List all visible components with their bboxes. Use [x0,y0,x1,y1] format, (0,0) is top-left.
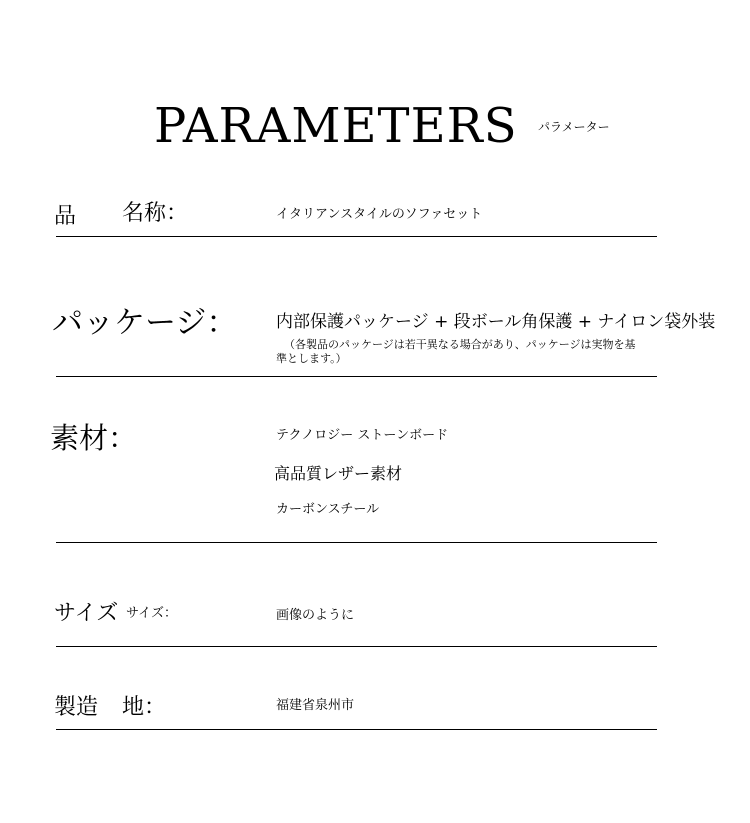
material-label: 素材： [50,421,138,455]
divider [56,236,657,237]
material-value-2: 高品質レザー素材 [274,464,403,483]
size-label-small: サイズ： [126,606,177,621]
package-note-line2: 準とします。） [276,352,347,365]
product-name-value: イタリアンスタイルのソファセット [276,207,483,222]
origin-label: 地： [122,695,167,720]
product-name-label: 名称： [122,201,189,226]
divider [56,729,657,730]
size-value: 画像のように [276,608,355,623]
divider [56,542,657,543]
product-name-label-char: 品 [54,204,77,229]
material-value-3: カーボンスチール [276,502,380,517]
page-subtitle: パラメーター [538,120,610,134]
package-note-line1: （各製品のパッケージは若干異なる場合があり、パッケージは実物を基 [284,338,636,351]
package-value: 内部保護パッケージ + 段ボール角保護 + ナイロン袋外装 [276,312,716,332]
package-label: パッケージ： [52,305,238,341]
page-title: PARAMETERS [154,98,518,154]
divider [56,646,657,647]
material-value-1: テクノロジー ストーンボード [276,428,449,443]
origin-label-char: 製造 [54,695,99,720]
divider [56,376,657,377]
origin-value: 福建省泉州市 [276,698,355,713]
size-label: サイズ [54,601,119,626]
